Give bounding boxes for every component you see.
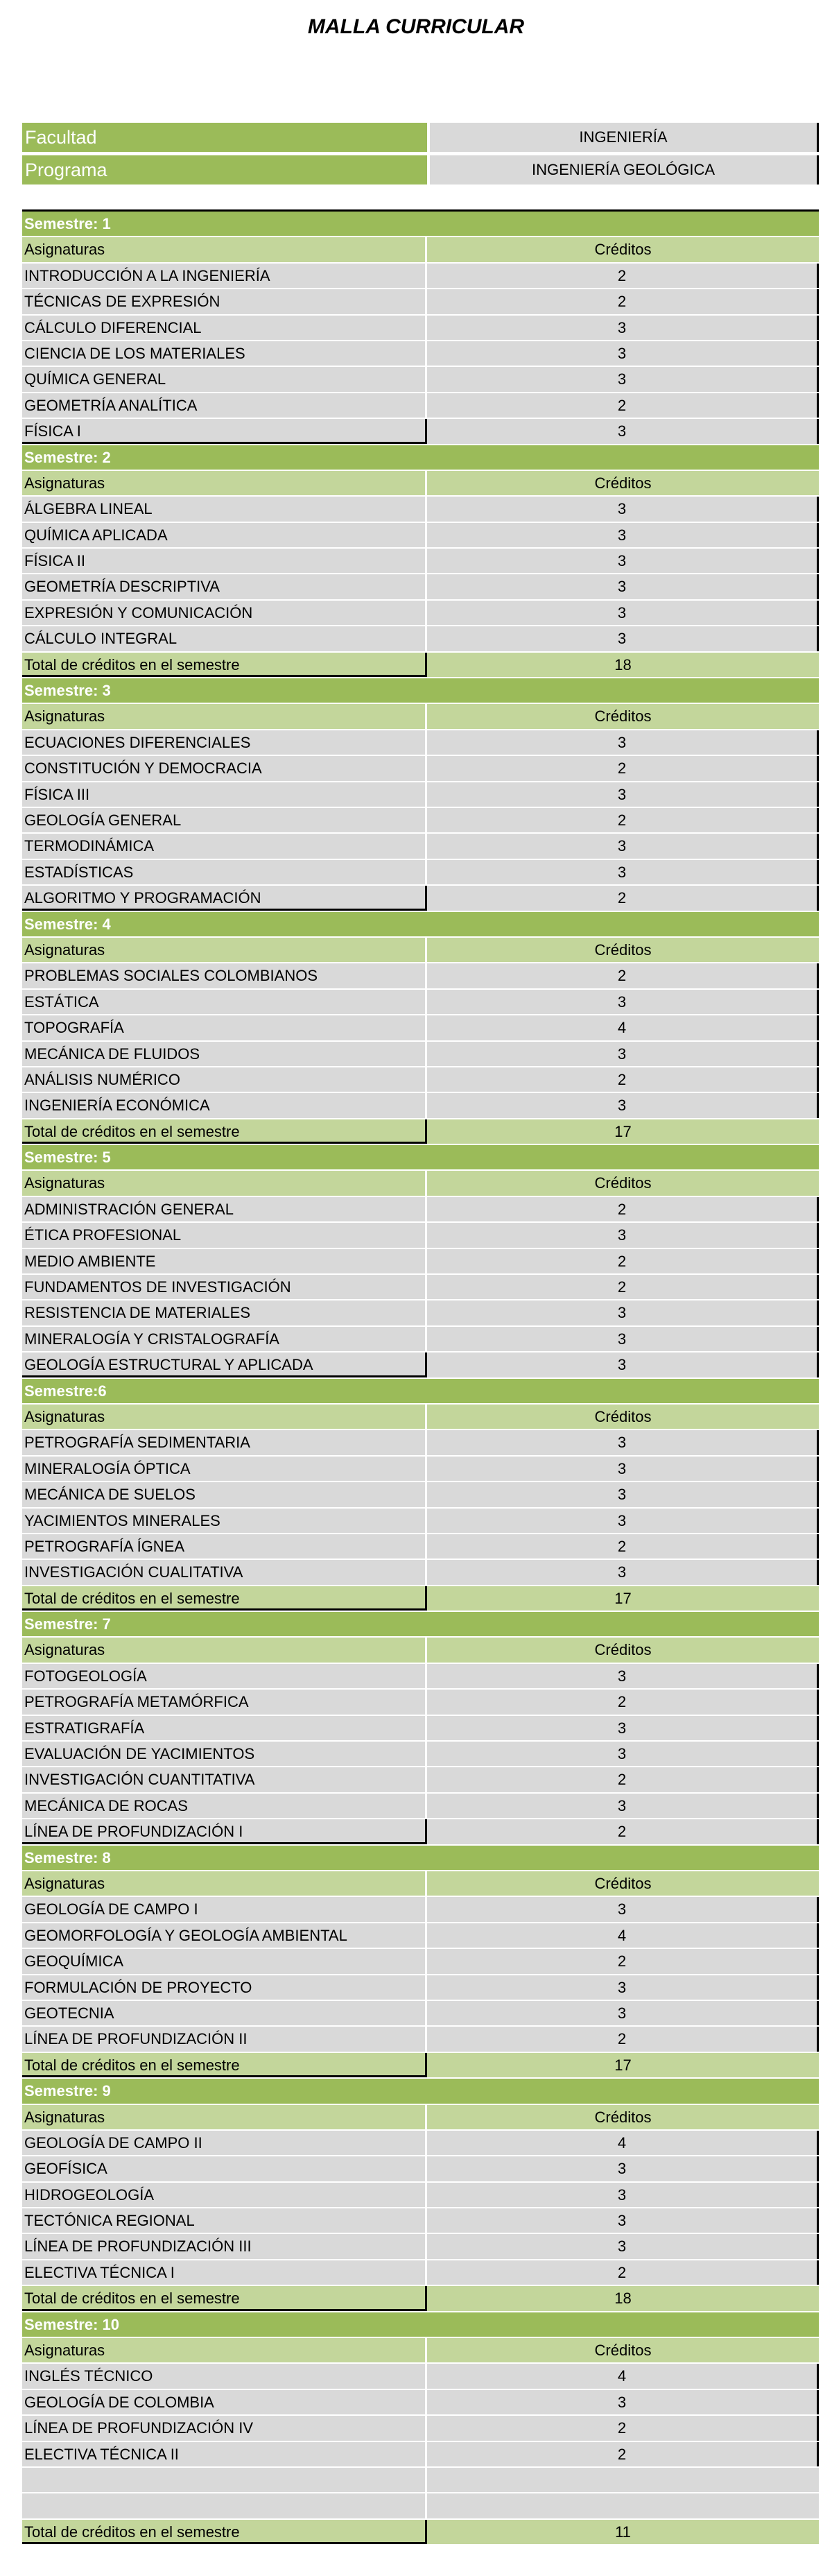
course-row [22, 756, 819, 782]
semester-header [22, 2312, 819, 2338]
semester-header-blank [427, 912, 819, 936]
course-name: LÍNEA DE PROFUNDIZACIÓN III [22, 2234, 427, 2258]
course-credits: 2 [427, 2442, 819, 2466]
course-name: MECÁNICA DE SUELOS [22, 1482, 427, 1506]
course-row [22, 808, 819, 834]
credits-column-header: Créditos [594, 1407, 652, 1425]
course-credits: 3 [427, 2183, 819, 2207]
course-credits: 3 [427, 1430, 819, 1454]
course-name: GEOMETRÍA DESCRIPTIVA [22, 574, 427, 599]
subjects-column-header: Asignaturas [22, 471, 427, 495]
course-row [22, 730, 819, 756]
course-name: CIENCIA DE LOS MATERIALES [22, 341, 427, 366]
course-credits: 2 [427, 1690, 819, 1714]
course-row [22, 1742, 819, 1767]
course-credits: 2 [427, 1534, 819, 1559]
course-credits: 3 [427, 1223, 819, 1247]
course-name: TÉCNICAS DE EXPRESIÓN [22, 289, 427, 314]
semester-label: Semestre: 5 [24, 1149, 111, 1167]
course-row [22, 1275, 819, 1300]
semester-header-blank [427, 1145, 819, 1169]
course-name: GEOMORFOLOGÍA Y GEOLOGÍA AMBIENTAL [22, 1923, 427, 1948]
credits-column-header: Créditos [594, 474, 652, 492]
course-credits: 2 [427, 2027, 819, 2051]
subjects-column-header: Asignaturas [22, 2338, 427, 2362]
course-name: FUNDAMENTOS DE INVESTIGACIÓN [22, 1275, 427, 1299]
course-credits: 3 [427, 1093, 819, 1117]
course-name: ALGORITMO Y PROGRAMACIÓN [22, 886, 427, 910]
course-row [22, 2156, 819, 2182]
course-row [22, 1975, 819, 2001]
course-name: INTRODUCCIÓN A LA INGENIERÍA [22, 264, 427, 288]
course-name: MECÁNICA DE ROCAS [22, 1794, 427, 1818]
subjects-column-header: Asignaturas [22, 1405, 427, 1429]
semester-header-blank [427, 1379, 819, 1403]
course-row [22, 341, 819, 367]
course-name: GEOLOGÍA DE CAMPO I [22, 1897, 427, 1921]
course-credits: 2 [427, 289, 819, 314]
course-credits: 2 [427, 756, 819, 780]
total-credits: 17 [614, 2056, 632, 2074]
course-row [22, 2001, 819, 2027]
total-credits: 11 [615, 2523, 631, 2541]
course-row [22, 523, 819, 549]
subjects-column-header: Asignaturas [22, 2105, 427, 2129]
course-name: MINERALOGÍA ÓPTICA [22, 1457, 427, 1481]
course-credits: 3 [427, 574, 819, 599]
course-credits: 2 [427, 2416, 819, 2440]
course-name: ELECTIVA TÉCNICA I [22, 2260, 427, 2285]
course-row [22, 2390, 819, 2416]
course-name: RESISTENCIA DE MATERIALES [22, 1300, 427, 1325]
course-credits: 2 [427, 1767, 819, 1792]
total-credits: 17 [614, 1122, 632, 1140]
empty-cell [427, 2468, 819, 2492]
facultad-row [22, 123, 819, 152]
credits-column-header: Créditos [594, 1875, 652, 1892]
course-credits: 2 [427, 393, 819, 418]
course-credits: 3 [427, 2156, 819, 2181]
course-credits: 3 [427, 1482, 819, 1506]
columns-header [22, 2338, 819, 2364]
subjects-column-header: Asignaturas [22, 938, 427, 962]
course-name: LÍNEA DE PROFUNDIZACIÓN II [22, 2027, 427, 2051]
course-row [22, 2183, 819, 2208]
course-credits: 3 [427, 601, 819, 625]
course-credits: 3 [427, 1975, 819, 2000]
course-row [22, 963, 819, 989]
course-row [22, 2260, 819, 2286]
course-row [22, 393, 819, 419]
course-credits: 3 [427, 1353, 819, 1377]
course-name: YACIMIENTOS MINERALES [22, 1509, 427, 1533]
semester-header [22, 1379, 819, 1405]
course-row [22, 1897, 819, 1923]
course-credits: 2 [427, 963, 819, 988]
course-credits: 2 [427, 1067, 819, 1092]
course-row [22, 1067, 819, 1093]
columns-header [22, 2105, 819, 2131]
semester-header-blank [427, 678, 819, 703]
course-row [22, 2442, 819, 2468]
subjects-column-header: Asignaturas [22, 237, 427, 261]
course-row [22, 1664, 819, 1690]
course-name: ESTADÍSTICAS [22, 860, 427, 884]
course-row [22, 316, 819, 341]
course-credits: 2 [427, 1275, 819, 1299]
semester-header-blank [427, 2079, 819, 2103]
semester-label: Semestre: 10 [24, 2315, 119, 2333]
semester-header [22, 912, 819, 938]
course-row [22, 2416, 819, 2441]
course-credits: 2 [427, 2260, 819, 2285]
facultad-label: Facultad [22, 123, 427, 152]
course-name: MINERALOGÍA Y CRISTALOGRAFÍA [22, 1327, 427, 1351]
course-name: GEOFÍSICA [22, 2156, 427, 2181]
semester-label: Semestre: 9 [24, 2082, 111, 2100]
course-name: QUÍMICA APLICADA [22, 523, 427, 547]
course-row [22, 1042, 819, 1067]
course-name: PETROGRAFÍA SEDIMENTARIA [22, 1430, 427, 1454]
course-name: INVESTIGACIÓN CUANTITATIVA [22, 1767, 427, 1792]
course-name: PETROGRAFÍA METAMÓRFICA [22, 1690, 427, 1714]
programa-row [22, 155, 819, 184]
course-row [22, 1015, 819, 1041]
course-name: LÍNEA DE PROFUNDIZACIÓN I [22, 1819, 427, 1844]
course-row [22, 1767, 819, 1793]
course-name: CÁLCULO DIFERENCIAL [22, 316, 427, 340]
course-row [22, 1819, 819, 1845]
course-row [22, 1223, 819, 1248]
semester-header [22, 445, 819, 471]
total-credits: 18 [614, 2290, 632, 2308]
course-name: QUÍMICA GENERAL [22, 367, 427, 391]
total-credits: 17 [614, 1589, 632, 1607]
course-row [22, 1794, 819, 1819]
columns-header [22, 1171, 819, 1196]
course-name: MEDIO AMBIENTE [22, 1249, 427, 1273]
course-credits: 2 [427, 1819, 819, 1844]
course-credits: 2 [427, 1249, 819, 1273]
course-credits: 2 [427, 264, 819, 288]
course-name: GEOLOGÍA GENERAL [22, 808, 427, 832]
course-credits: 3 [427, 782, 819, 807]
course-row [22, 1949, 819, 1975]
course-credits: 2 [427, 1197, 819, 1221]
semester-header [22, 1145, 819, 1171]
course-credits: 3 [427, 549, 819, 573]
credits-column-header: Créditos [594, 1641, 652, 1659]
semester-header [22, 1612, 819, 1638]
course-name: GEOLOGÍA DE COLOMBIA [22, 2390, 427, 2414]
course-row [22, 601, 819, 626]
columns-header [22, 938, 819, 963]
empty-row [22, 2468, 819, 2493]
total-label: Total de créditos en el semestre [22, 1119, 427, 1144]
course-row [22, 2364, 819, 2389]
course-name: GEOQUÍMICA [22, 1949, 427, 1973]
course-credits: 3 [427, 2208, 819, 2233]
semester-header [22, 212, 819, 237]
course-name: ADMINISTRACIÓN GENERAL [22, 1197, 427, 1221]
semester-header-blank [427, 1612, 819, 1636]
subjects-column-header: Asignaturas [22, 1871, 427, 1896]
columns-header [22, 1638, 819, 1663]
course-row [22, 782, 819, 808]
course-row [22, 1534, 819, 1560]
course-name: FÍSICA II [22, 549, 427, 573]
course-credits: 3 [427, 341, 819, 366]
course-row [22, 497, 819, 522]
credits-column-header: Créditos [594, 2108, 652, 2126]
course-credits: 3 [427, 2390, 819, 2414]
course-row [22, 574, 819, 600]
course-name: INVESTIGACIÓN CUALITATIVA [22, 1560, 427, 1584]
course-row [22, 886, 819, 911]
course-name: HIDROGEOLOGÍA [22, 2183, 427, 2207]
course-credits: 3 [427, 1042, 819, 1066]
semester-total-row [22, 1119, 819, 1145]
course-credits: 3 [427, 990, 819, 1014]
course-row [22, 1690, 819, 1715]
course-row [22, 1093, 819, 1119]
facultad-value: INGENIERÍA [430, 123, 819, 152]
course-row [22, 1430, 819, 1456]
course-credits: 4 [427, 2364, 819, 2388]
columns-header [22, 1871, 819, 1897]
course-name: ANÁLISIS NUMÉRICO [22, 1067, 427, 1092]
course-credits: 3 [427, 2001, 819, 2025]
course-name: FORMULACIÓN DE PROYECTO [22, 1975, 427, 2000]
course-row [22, 2208, 819, 2234]
course-row [22, 626, 819, 652]
total-label: Total de créditos en el semestre [22, 2053, 427, 2077]
course-row [22, 1560, 819, 1586]
course-name: EXPRESIÓN Y COMUNICACIÓN [22, 601, 427, 625]
course-name: CONSTITUCIÓN Y DEMOCRACIA [22, 756, 427, 780]
course-name: FÍSICA III [22, 782, 427, 807]
course-credits: 4 [427, 2131, 819, 2155]
course-row [22, 1509, 819, 1534]
semester-total-row [22, 2520, 819, 2545]
course-credits: 3 [427, 1742, 819, 1766]
page-title: MALLA CURRICULAR [307, 15, 525, 38]
course-name: PROBLEMAS SOCIALES COLOMBIANOS [22, 963, 427, 988]
empty-row [22, 2493, 819, 2519]
course-credits: 2 [427, 886, 819, 910]
total-label: Total de créditos en el semestre [22, 1586, 427, 1611]
semester-header-blank [427, 2312, 819, 2337]
course-credits: 3 [427, 626, 819, 651]
credits-column-header: Créditos [594, 241, 652, 259]
program-header [22, 123, 819, 188]
course-credits: 4 [427, 1923, 819, 1948]
semester-total-row [22, 1586, 819, 1612]
course-name: ÁLGEBRA LINEAL [22, 497, 427, 521]
course-credits: 3 [427, 1509, 819, 1533]
course-name: EVALUACIÓN DE YACIMIENTOS [22, 1742, 427, 1766]
course-row [22, 834, 819, 859]
course-credits: 3 [427, 1664, 819, 1688]
course-credits: 3 [427, 316, 819, 340]
course-credits: 3 [427, 860, 819, 884]
course-row [22, 549, 819, 574]
course-name: CÁLCULO INTEGRAL [22, 626, 427, 651]
course-name: ELECTIVA TÉCNICA II [22, 2442, 427, 2466]
semester-header-blank [427, 1846, 819, 1870]
course-name: LÍNEA DE PROFUNDIZACIÓN IV [22, 2416, 427, 2440]
credits-column-header: Créditos [594, 1174, 652, 1192]
empty-cell [22, 2468, 427, 2492]
semester-total-row [22, 2053, 819, 2079]
course-name: GEOLOGÍA DE CAMPO II [22, 2131, 427, 2155]
course-credits: 3 [427, 367, 819, 391]
columns-header [22, 471, 819, 497]
course-row [22, 264, 819, 289]
subjects-column-header: Asignaturas [22, 1171, 427, 1195]
course-row [22, 1716, 819, 1742]
course-name: GEOTECNIA [22, 2001, 427, 2025]
columns-header [22, 237, 819, 263]
semester-header [22, 2079, 819, 2104]
course-credits: 3 [427, 419, 819, 443]
course-credits: 3 [427, 497, 819, 521]
course-name: FÍSICA I [22, 419, 427, 443]
course-credits: 3 [427, 1897, 819, 1921]
course-credits: 3 [427, 1457, 819, 1481]
course-row [22, 860, 819, 886]
course-credits: 3 [427, 1560, 819, 1584]
course-row [22, 2027, 819, 2052]
total-label: Total de créditos en el semestre [22, 2286, 427, 2310]
credits-column-header: Créditos [594, 2342, 652, 2360]
course-credits: 3 [427, 1327, 819, 1351]
course-credits: 2 [427, 808, 819, 832]
course-name: TOPOGRAFÍA [22, 1015, 427, 1040]
semester-label: Semestre: 4 [24, 915, 111, 933]
course-row [22, 2234, 819, 2260]
total-label: Total de créditos en el semestre [22, 653, 427, 677]
course-name: PETROGRAFÍA ÍGNEA [22, 1534, 427, 1559]
total-label: Total de créditos en el semestre [22, 2520, 427, 2544]
semester-header-blank [427, 212, 819, 236]
course-credits: 3 [427, 1794, 819, 1818]
semester-header-blank [427, 445, 819, 470]
course-name: ESTRATIGRAFÍA [22, 1716, 427, 1740]
semester-label: Semestre: 1 [24, 215, 111, 232]
course-row [22, 2131, 819, 2156]
course-name: FOTOGEOLOGÍA [22, 1664, 427, 1688]
course-credits: 3 [427, 1716, 819, 1740]
credits-column-header: Créditos [594, 707, 652, 725]
course-row [22, 419, 819, 445]
course-name: GEOLOGÍA ESTRUCTURAL Y APLICADA [22, 1353, 427, 1377]
semester-header [22, 1846, 819, 1871]
empty-cell [427, 2493, 819, 2518]
course-name: MECÁNICA DE FLUIDOS [22, 1042, 427, 1066]
course-row [22, 367, 819, 393]
course-name: GEOMETRÍA ANALÍTICA [22, 393, 427, 418]
course-row [22, 1457, 819, 1482]
course-row [22, 1300, 819, 1326]
course-row [22, 1482, 819, 1508]
course-name: TERMODINÁMICA [22, 834, 427, 858]
credits-column-header: Créditos [594, 941, 652, 959]
programa-label: Programa [22, 155, 427, 184]
columns-header [22, 1405, 819, 1430]
course-name: INGLÉS TÉCNICO [22, 2364, 427, 2388]
course-credits: 3 [427, 1300, 819, 1325]
semester-total-row [22, 2286, 819, 2312]
course-credits: 3 [427, 730, 819, 755]
course-row [22, 1353, 819, 1378]
semester-label: Semestre: 7 [24, 1615, 111, 1633]
semester-total-row [22, 653, 819, 678]
columns-header [22, 704, 819, 730]
course-name: ECUACIONES DIFERENCIALES [22, 730, 427, 755]
course-row [22, 1923, 819, 1949]
course-credits: 3 [427, 834, 819, 858]
course-row [22, 1197, 819, 1223]
subjects-column-header: Asignaturas [22, 704, 427, 728]
course-name: ESTÁTICA [22, 990, 427, 1014]
empty-cell [22, 2493, 427, 2518]
course-name: ÉTICA PROFESIONAL [22, 1223, 427, 1247]
course-name: TECTÓNICA REGIONAL [22, 2208, 427, 2233]
course-credits: 3 [427, 2234, 819, 2258]
course-credits: 4 [427, 1015, 819, 1040]
total-credits: 18 [614, 655, 632, 673]
course-credits: 3 [427, 523, 819, 547]
semester-label: Semestre: 8 [24, 1848, 111, 1866]
course-row [22, 1249, 819, 1275]
subjects-column-header: Asignaturas [22, 1638, 427, 1662]
course-row [22, 990, 819, 1015]
course-row [22, 289, 819, 315]
curriculum-table [22, 209, 819, 2545]
semester-label: Semestre:6 [24, 1382, 107, 1400]
programa-value: INGENIERÍA GEOLÓGICA [430, 155, 819, 184]
course-credits: 2 [427, 1949, 819, 1973]
semester-header [22, 678, 819, 704]
semester-label: Semestre: 2 [24, 448, 111, 466]
course-name: INGENIERÍA ECONÓMICA [22, 1093, 427, 1117]
semester-label: Semestre: 3 [24, 682, 111, 700]
course-row [22, 1327, 819, 1353]
